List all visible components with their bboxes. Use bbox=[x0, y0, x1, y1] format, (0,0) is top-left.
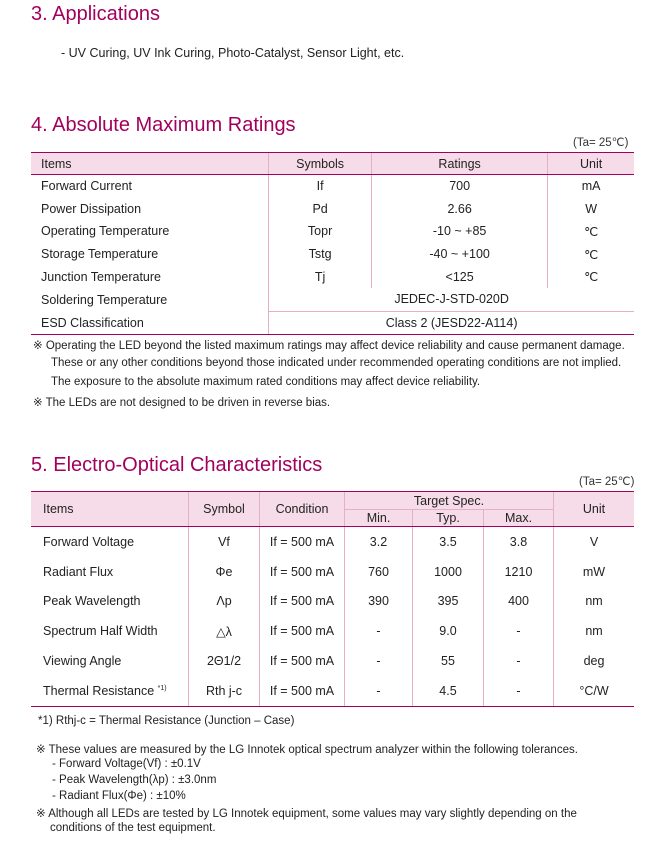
item-cell: Soldering Temperature bbox=[41, 292, 168, 307]
variation-note: ※ Although all LEDs are tested by LG Innotek equipment, some values may vary slightly depending on the bbox=[36, 808, 577, 820]
table-header-row bbox=[31, 492, 634, 510]
table-row bbox=[31, 265, 634, 288]
unit-cell: °C/W bbox=[554, 676, 635, 706]
symbol-cell: Topr bbox=[269, 220, 372, 243]
header-min: Min. bbox=[345, 510, 413, 527]
item-cell: Viewing Angle bbox=[43, 654, 122, 669]
ratings-note: These or any other conditions beyond those indicated under recommended operating conditions are not implied. bbox=[51, 357, 622, 369]
item-cell: Power Dissipation bbox=[41, 201, 142, 216]
unit-cell: ℃ bbox=[548, 220, 634, 243]
rating-cell: <125 bbox=[371, 265, 547, 288]
max-cell: - bbox=[484, 616, 554, 646]
item-cell: Spectrum Half Width bbox=[43, 624, 158, 639]
tolerance-item: - Radiant Flux(Φe) : ±10% bbox=[52, 790, 186, 802]
item-cell: Operating Temperature bbox=[41, 224, 170, 239]
min-cell: - bbox=[345, 676, 413, 706]
max-cell: 3.8 bbox=[484, 527, 554, 557]
table-row bbox=[31, 646, 634, 676]
header-typ: Typ. bbox=[413, 510, 484, 527]
ratings-note: The exposure to the absolute maximum rated conditions may affect device reliability. bbox=[51, 376, 481, 388]
table-row bbox=[31, 288, 634, 311]
header-ratings: Ratings bbox=[371, 153, 547, 175]
ratings-note: ※ Operating the LED beyond the listed maximum ratings may affect device reliability and cause permanent damage. bbox=[33, 340, 625, 352]
item-cell: Peak Wavelength bbox=[43, 594, 141, 609]
tolerance-item: - Peak Wavelength(λp) : ±3.0nm bbox=[52, 774, 217, 786]
unit-cell: deg bbox=[554, 646, 635, 676]
condition-cell: If = 500 mA bbox=[260, 587, 345, 617]
unit-cell: mW bbox=[554, 557, 635, 587]
spanned-rating-cell: JEDEC-J-STD-020D bbox=[269, 288, 634, 311]
rating-cell: -10 ~ +85 bbox=[371, 220, 547, 243]
footnote-marker: *1) bbox=[157, 684, 167, 692]
condition-cell: If = 500 mA bbox=[260, 676, 345, 706]
unit-cell: W bbox=[548, 198, 634, 221]
header-items: Items bbox=[31, 153, 269, 175]
typ-cell: 55 bbox=[413, 646, 484, 676]
symbol-cell: △λ bbox=[189, 616, 260, 646]
header-target-spec: Target Spec. bbox=[345, 492, 554, 510]
tolerance-note: ※ These values are measured by the LG Innotek optical spectrum analyzer within the following tolerances. bbox=[36, 744, 578, 756]
typ-cell: 1000 bbox=[413, 557, 484, 587]
tolerance-item: - Forward Voltage(Vf) : ±0.1V bbox=[52, 758, 201, 770]
section-5-title: 5. Electro-Optical Characteristics bbox=[31, 454, 323, 476]
max-cell: 1210 bbox=[484, 557, 554, 587]
ambient-temp-note: (Ta= 25℃) bbox=[573, 137, 629, 149]
item-cell: Storage Temperature bbox=[41, 247, 159, 262]
unit-cell: ℃ bbox=[548, 265, 634, 288]
symbol-cell: Vf bbox=[189, 527, 260, 557]
table-row bbox=[31, 557, 634, 587]
ambient-temp-note: (Ta= 25℃) bbox=[579, 476, 635, 488]
table-row bbox=[31, 676, 634, 706]
min-cell: 390 bbox=[345, 587, 413, 617]
min-cell: - bbox=[345, 646, 413, 676]
item-cell: Junction Temperature bbox=[41, 269, 161, 284]
header-max: Max. bbox=[484, 510, 554, 527]
header-condition: Condition bbox=[260, 492, 345, 527]
typ-cell: 4.5 bbox=[413, 676, 484, 706]
table-row bbox=[31, 587, 634, 617]
condition-cell: If = 500 mA bbox=[260, 646, 345, 676]
thermal-footnote: *1) Rthj-c = Thermal Resistance (Junction – Case) bbox=[38, 715, 295, 727]
typ-cell: 3.5 bbox=[413, 527, 484, 557]
min-cell: 3.2 bbox=[345, 527, 413, 557]
max-cell: 400 bbox=[484, 587, 554, 617]
table-row bbox=[31, 527, 634, 557]
table-row bbox=[31, 175, 634, 198]
absolute-maximum-ratings-table bbox=[31, 152, 634, 335]
header-unit: Unit bbox=[548, 153, 634, 175]
typ-cell: 9.0 bbox=[413, 616, 484, 646]
ratings-note: ※ The LEDs are not designed to be driven in reverse bias. bbox=[33, 397, 331, 409]
rating-cell: -40 ~ +100 bbox=[371, 243, 547, 266]
symbol-cell: 2Θ1/2 bbox=[189, 646, 260, 676]
table-row bbox=[31, 198, 634, 221]
condition-cell: If = 500 mA bbox=[260, 527, 345, 557]
max-cell: - bbox=[484, 676, 554, 706]
item-cell: Forward Current bbox=[41, 179, 132, 194]
header-symbols: Symbols bbox=[269, 153, 372, 175]
spanned-rating-cell: Class 2 (JESD22-A114) bbox=[269, 311, 634, 335]
min-cell: 760 bbox=[345, 557, 413, 587]
header-unit: Unit bbox=[554, 492, 635, 527]
symbol-cell: Tj bbox=[269, 265, 372, 288]
unit-cell: ℃ bbox=[548, 243, 634, 266]
typ-cell: 395 bbox=[413, 587, 484, 617]
table-header-row bbox=[31, 153, 634, 175]
table-row bbox=[31, 311, 634, 335]
min-cell: - bbox=[345, 616, 413, 646]
section-3-title: 3. Applications bbox=[31, 3, 160, 25]
electro-optical-table bbox=[31, 491, 634, 707]
unit-cell: mA bbox=[548, 175, 634, 198]
table-row bbox=[31, 616, 634, 646]
symbol-cell: Rth j-c bbox=[189, 676, 260, 706]
symbol-cell: Λp bbox=[189, 587, 260, 617]
section-4-title: 4. Absolute Maximum Ratings bbox=[31, 114, 296, 136]
unit-cell: nm bbox=[554, 587, 635, 617]
item-cell: Radiant Flux bbox=[43, 564, 114, 579]
symbol-cell: Φe bbox=[189, 557, 260, 587]
rating-cell: 700 bbox=[371, 175, 547, 198]
rating-cell: 2.66 bbox=[371, 198, 547, 221]
table-row bbox=[31, 243, 634, 266]
header-items: Items bbox=[31, 492, 189, 527]
symbol-cell: If bbox=[269, 175, 372, 198]
max-cell: - bbox=[484, 646, 554, 676]
condition-cell: If = 500 mA bbox=[260, 616, 345, 646]
condition-cell: If = 500 mA bbox=[260, 557, 345, 587]
header-symbol: Symbol bbox=[189, 492, 260, 527]
table-row bbox=[31, 220, 634, 243]
item-cell bbox=[31, 676, 189, 706]
item-cell: Forward Voltage bbox=[43, 534, 135, 549]
item-label: Thermal Resistance bbox=[43, 683, 155, 698]
symbol-cell: Tstg bbox=[269, 243, 372, 266]
unit-cell: nm bbox=[554, 616, 635, 646]
symbol-cell: Pd bbox=[269, 198, 372, 221]
item-cell: ESD Classification bbox=[31, 311, 269, 335]
variation-note: conditions of the test equipment. bbox=[50, 822, 216, 834]
applications-text: - UV Curing, UV Ink Curing, Photo-Catalyst, Sensor Light, etc. bbox=[61, 46, 405, 60]
unit-cell: V bbox=[554, 527, 635, 557]
